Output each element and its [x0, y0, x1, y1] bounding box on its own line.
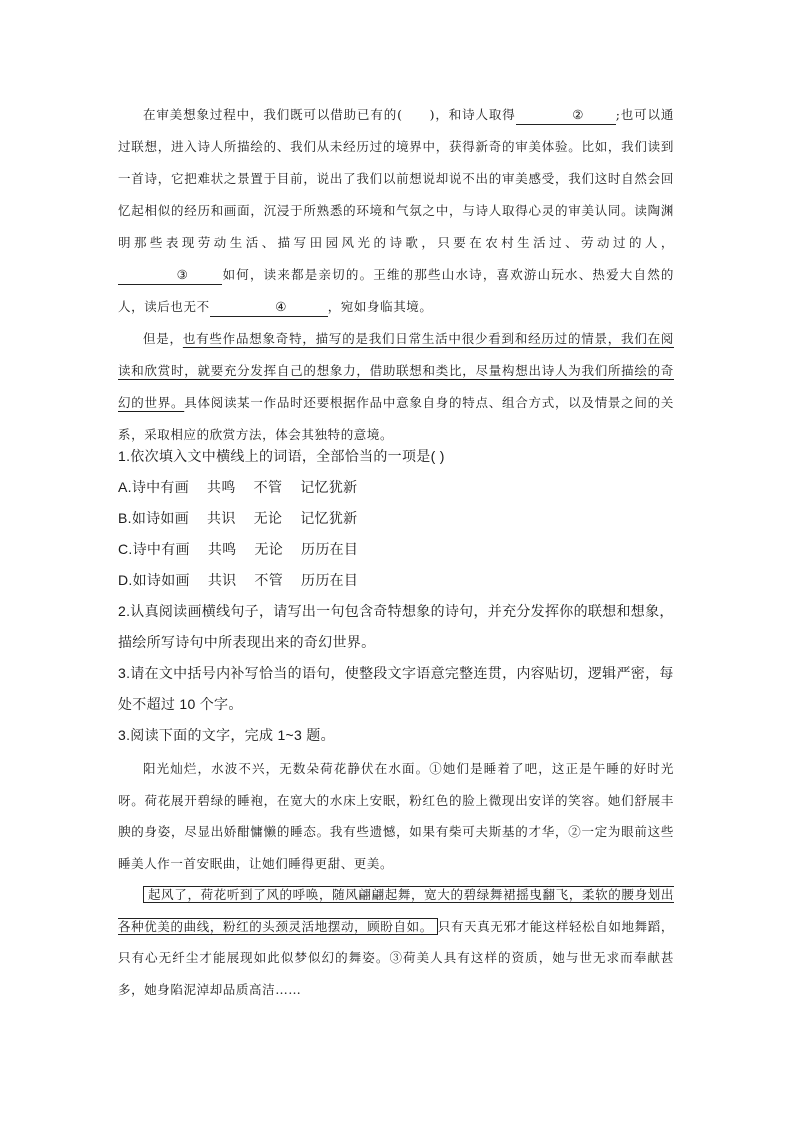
option-word: 无论	[254, 541, 284, 557]
question-1: 1.依次填入文中横线上的词语，全部恰当的一项是( )	[118, 448, 445, 464]
option-label: D.如诗如画	[118, 572, 190, 588]
option-word: 共鸣	[207, 541, 237, 557]
option-word: 不管	[253, 479, 283, 495]
blank-2: ②	[516, 106, 616, 125]
questions-block	[118, 441, 678, 751]
passage-text: 但是，	[143, 331, 183, 346]
option-b	[118, 503, 678, 534]
option-a	[118, 472, 678, 503]
option-label: A.诗中有画	[118, 479, 190, 495]
question-3-reading-instruction: 3.阅读下面的文字，完成 1~3 题。	[118, 727, 335, 743]
option-word: 历历在目	[301, 572, 359, 588]
option-d	[118, 565, 678, 596]
passage-2-paragraph-1: 阳光灿烂，水波不兴，无数朵荷花静伏在水面。①她们是睡着了吧，这正是午睡的好时光呀。荷花展开碧绿的睡袍，在宽大的水床上安眠，粉红色的脸上微现出安详的笑容。她们舒展丰腴的身姿，尽显出娇酣慵懒的睡态。我有些遗憾，如果有柴可夫斯基的才华，②一定为眼前这些睡美人作一首安眠曲，让她们睡得更甜、更美。	[118, 761, 674, 871]
passage-2-paragraph-2	[118, 879, 674, 1005]
option-word: 历历在目	[301, 541, 359, 557]
option-word: 共识	[207, 510, 236, 526]
passage-text: 只有天真无邪才能这样轻松自如地舞蹈，只有心无纤尘才能展现如此似梦似幻的舞姿。③荷美人具有这样的资质，她与世无求而奉献甚多，她身陷泥淖却品质高洁……	[118, 918, 674, 997]
reading-passage-1	[118, 99, 674, 451]
underlined-sentence: 也有些作品想象奇特，描写的是我们日常生活中很少看到和经历过的情景，我们在阅读和欣赏时，就要充分发挥自己的想象力，借助联想和类比，尽量构想出诗人为我们所描绘的奇幻的世界。	[118, 331, 674, 410]
option-word: 记忆犹新	[300, 510, 358, 526]
boxed-sentence: 起风了，荷花听到了风的呼唤，随风翩翩起舞，宽大的碧绿舞裙摇曳翻飞，柔软的腰身划出各种优美的曲线，粉红的头颈灵活地摆动，顾盼自如。	[118, 887, 674, 934]
option-word: 无论	[253, 510, 283, 526]
option-label: C.诗中有画	[118, 541, 190, 557]
blank-3: ③	[118, 266, 222, 285]
blank-4: ④	[210, 298, 328, 317]
passage-text: 具体阅读某一作品时还要根据作品中意象自身的特点、组合方式，以及情景之间的关系，采取相应的欣赏方法，体会其独特的意境。	[118, 395, 674, 442]
passage-1-paragraph-2	[118, 323, 674, 451]
question-2: 2.认真阅读画横线句子，请写出一句包含奇特想象的诗句，并充分发挥你的联想和想象，描绘所写诗句中所表现出来的奇幻世界。	[118, 603, 674, 650]
option-label: B.如诗如画	[118, 510, 190, 526]
passage-1-paragraph-1	[118, 99, 674, 323]
option-word: 共鸣	[207, 479, 236, 495]
option-word: 不管	[254, 572, 284, 588]
passage-text: ;也可以通过联想，进入诗人所描绘的、我们从未经历过的境界中，获得新奇的审美体验。比如，我们读到一首诗，它把难状之景置于目前，说出了我们以前想说却说不出的审美感受，我们这时自然会回忆起相似的经历和画面，沉浸于所熟悉的环境和气氛之中，与诗人取得心灵的审美认同。读陶渊明那些表现劳动生活、描写田园风光的诗歌，只要在农村生活过、劳动过的人，	[118, 107, 675, 250]
passage-text: 在审美想象过程中，我们既可以借助已有的( )，和诗人取得	[143, 107, 516, 122]
passage-text: 如何，读来都是亲切的。王维的那些山水诗，喜欢游山玩水、热爱大自然的人，读后也无不	[118, 267, 674, 314]
option-word: 记忆犹新	[300, 479, 358, 495]
option-word: 共识	[207, 572, 237, 588]
option-c	[118, 534, 678, 565]
reading-passage-2	[118, 753, 674, 1005]
question-3: 3.请在文中括号内补写恰当的语句，使整段文字语意完整连贯，内容贴切，逻辑严密，每处不超过 10 个字。	[118, 665, 674, 712]
passage-text: ，宛如身临其境。	[327, 299, 433, 314]
